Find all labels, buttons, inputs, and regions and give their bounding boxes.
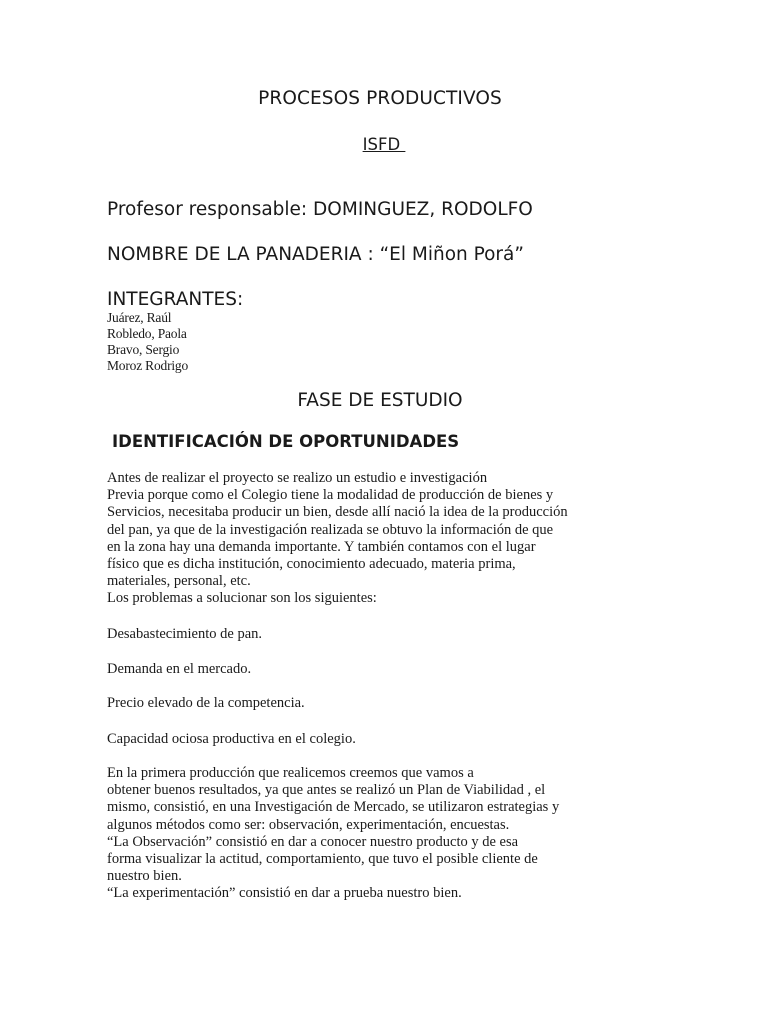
- text-line: Antes de realizar el proyecto se realizo un estudio e investigación: [107, 470, 488, 486]
- problem-item: Precio elevado de la competencia.: [107, 695, 305, 711]
- professor-line: Profesor responsable: DOMINGUEZ, RODOLFO: [107, 199, 533, 220]
- member-item: Robledo, Paola: [107, 326, 187, 341]
- text-line: En la primera producción que realicemos creemos que vamos a: [107, 765, 474, 781]
- paragraph-study: [107, 765, 627, 903]
- text-line: algunos métodos como ser: observación, experimentación, encuestas.: [107, 816, 510, 833]
- text-line: obtener buenos resultados, ya que antes se realizó un Plan de Viabilidad , el: [107, 782, 546, 799]
- member-item: Moroz Rodrigo: [107, 358, 189, 373]
- member-item: Bravo, Sergio: [107, 342, 180, 357]
- document-subtitle: ISFD: [362, 135, 406, 154]
- text-line: Previa porque como el Colegio tiene la modalidad de producción de bienes y: [107, 487, 554, 504]
- text-line: mismo, consistió, en una Investigación de Mercado, se utilizaron estrategias y: [107, 799, 560, 816]
- members-list: [107, 310, 188, 374]
- text-line: físico que es dicha institución, conocimiento adecuado, materia prima,: [107, 556, 516, 573]
- problem-item: Capacidad ociosa productiva en el colegio.: [107, 731, 356, 747]
- text-line: Los problemas a solucionar son los siguientes:: [107, 590, 377, 607]
- text-line: del pan, ya que de la investigación realizada se obtuvo la información de que: [107, 521, 554, 538]
- bakery-name-line: NOMBRE DE LA PANADERIA : “El Miñon Porá”: [107, 244, 524, 265]
- section-heading: IDENTIFICACIÓN DE OPORTUNIDADES: [112, 432, 460, 451]
- members-heading: INTEGRANTES:: [107, 289, 244, 310]
- text-line: Servicios, necesitaba producir un bien, desde allí nació la idea de la producción: [107, 504, 568, 521]
- text-line: forma visualizar la actitud, comportamiento, que tuvo el posible cliente de: [107, 851, 538, 868]
- text-line: “La Observación” consistió en dar a conocer nuestro producto y de esa: [107, 833, 519, 850]
- problem-item: Desabastecimiento de pan.: [107, 626, 263, 642]
- text-line: en la zona hay una demanda importante. Y también contamos con el lugar: [107, 538, 536, 555]
- problem-item: Demanda en el mercado.: [107, 661, 252, 677]
- paragraph-intro: [107, 470, 627, 608]
- member-item: Juárez, Raúl: [107, 310, 172, 325]
- text-line: materiales, personal, etc.: [107, 573, 251, 590]
- document-title: PROCESOS PRODUCTIVOS: [258, 88, 502, 109]
- text-line: nuestro bien.: [107, 868, 182, 885]
- section-title: FASE DE ESTUDIO: [297, 390, 463, 411]
- text-line: “La experimentación” consistió en dar a prueba nuestro bien.: [107, 885, 462, 902]
